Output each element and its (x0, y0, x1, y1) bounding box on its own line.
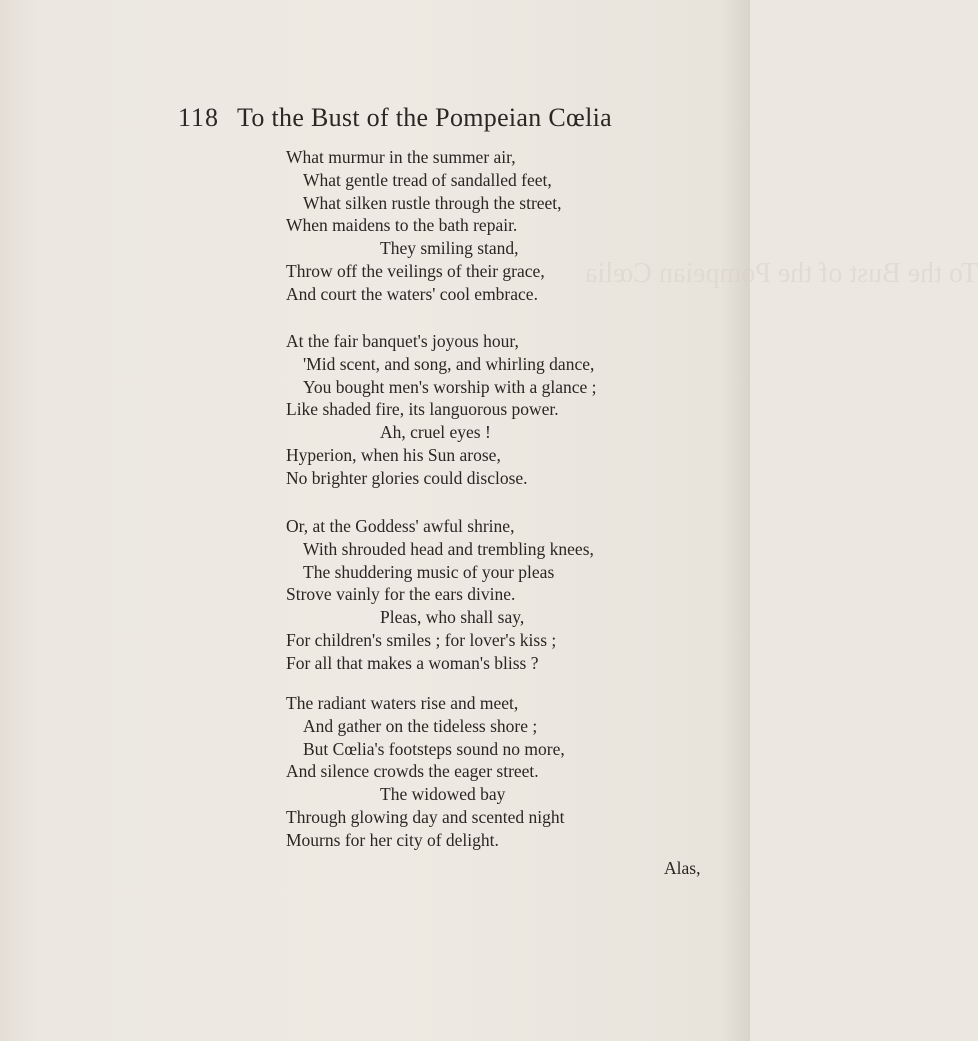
poem-line: For all that makes a woman's bliss ? (286, 652, 539, 673)
catchword: Alas, (664, 858, 701, 878)
poem-line: Throw off the veilings of their grace, (286, 261, 545, 281)
page-number: 118 (178, 103, 220, 132)
poem-line: No brighter glories could disclose. (286, 467, 528, 488)
poem-line: The radiant waters rise and meet, (286, 693, 519, 713)
poem-line: What murmur in the summer air, (286, 147, 516, 167)
poem-line: At the fair banquet's joyous hour, (286, 331, 519, 351)
poem-line: For children's smiles ; for lover's kiss ; (286, 630, 557, 650)
poem-line: Pleas, who shall say, (380, 607, 525, 628)
poem-line: And gather on the tideless shore ; (303, 715, 538, 736)
poem-line: With shrouded head and trembling knees, (303, 538, 594, 559)
poem-line: But Cœlia's footsteps sound no more, (303, 738, 565, 759)
poem-line: Ah, cruel eyes ! (380, 422, 491, 443)
page-title: To the Bust of the Pompeian Cœlia (237, 103, 612, 132)
poem-line: And court the waters' cool embrace. (286, 283, 538, 304)
poem-line: Or, at the Goddess' awful shrine, (286, 516, 515, 536)
poem-line: They smiling stand, (380, 238, 519, 259)
poem-line: The widowed bay (380, 784, 506, 805)
poem-line: Mourns for her city of delight. (286, 829, 499, 850)
poem-line: Hyperion, when his Sun arose, (286, 445, 501, 465)
poem-line: What silken rustle through the street, (303, 192, 562, 213)
poem-line: And silence crowds the eager street. (286, 761, 539, 782)
poem-line: You bought men's worship with a glance ; (303, 376, 597, 397)
poem-line: What gentle tread of sandalled feet, (303, 169, 552, 190)
poem-line: The shuddering music of your pleas (303, 561, 555, 582)
show-through-text: To the Bust of the Pompeian Cœlia (585, 258, 978, 289)
poem-line: Like shaded fire, its languorous power. (286, 399, 559, 420)
poem-line: 'Mid scent, and song, and whirling dance, (303, 353, 595, 374)
poem-line: When maidens to the bath repair. (286, 215, 518, 236)
poem-line: Through glowing day and scented night (286, 807, 565, 827)
poem-line: Strove vainly for the ears divine. (286, 584, 516, 605)
